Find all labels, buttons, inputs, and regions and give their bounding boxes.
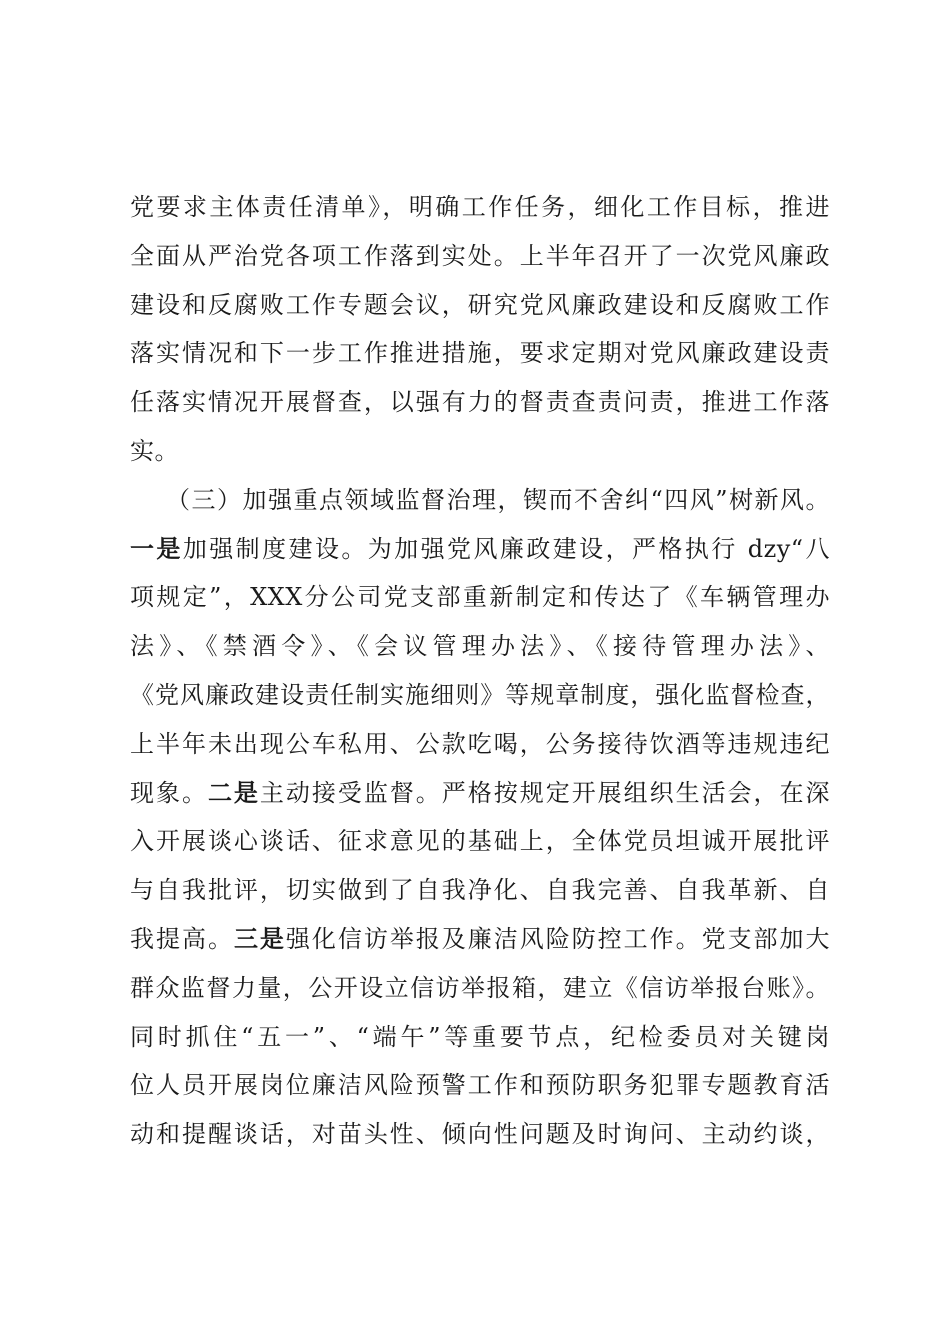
text-span: 主动接受监督。严格按规定开展组织生活会，在深	[259, 778, 830, 807]
text-span: 建设和反腐败工作专题会议，研究党风廉政建设和反腐败工作	[130, 290, 830, 319]
text-line	[130, 720, 830, 769]
text-span: 现象。	[130, 778, 208, 807]
text-line	[130, 622, 830, 671]
text-line	[130, 183, 830, 232]
text-line	[130, 378, 830, 427]
text-span: 同时抓住“五一”、“端午”等重要节点，纪检委员对关键岗	[130, 1022, 830, 1051]
text-span: 法》、《禁酒令》、《会议管理办法》、《接待管理办法》、	[130, 632, 830, 661]
text-line	[130, 1110, 830, 1159]
text-line	[130, 1013, 830, 1062]
text-span: 实。	[130, 436, 179, 465]
text-line	[130, 1061, 830, 1110]
text-span: 《党风廉政建设责任制实施细则》等规章制度，强化监督检查，	[130, 680, 830, 709]
section-heading: （三）加强重点领域监督治理，锲而不舍纠“四风”树新风。	[165, 485, 830, 514]
point-marker: 一是	[130, 533, 183, 563]
text-line	[130, 769, 830, 818]
body-text	[130, 183, 830, 1159]
text-line	[130, 915, 830, 964]
text-span: 与自我批评，切实做到了自我净化、自我完善、自我革新、自	[130, 876, 830, 905]
text-span: 任落实情况开展督查，以强有力的督责查责问责，推进工作落	[130, 388, 830, 417]
text-span: 入开展谈心谈话、征求意见的基础上，全体党员坦诚开展批评	[130, 827, 830, 856]
text-span: 动和提醒谈话，对苗头性、倾向性问题及时询问、主动约谈，	[130, 1120, 830, 1149]
text-span: 党要求主体责任清单》，明确工作任务，细化工作目标，推进	[130, 193, 830, 221]
text-span: 位人员开展岗位廉洁风险预警工作和预防职务犯罪专题教育活	[130, 1071, 830, 1100]
text-line	[130, 329, 830, 378]
text-span: 项规定”，XXX分公司党支部重新制定和传达了《车辆管理办	[130, 583, 830, 612]
text-span: 上半年未出现公车私用、公款吃喝，公务接待饮酒等违规违纪	[130, 729, 830, 758]
section-heading-line	[130, 476, 830, 525]
text-span: 群众监督力量，公开设立信访举报箱，建立《信访举报台账》。	[130, 973, 830, 1002]
text-line	[130, 964, 830, 1013]
text-line	[130, 573, 830, 622]
text-line	[130, 525, 830, 574]
point-marker: 三是	[233, 923, 286, 953]
text-span: 加强制度建设。为加强党风廉政建设，严格执行 dzy“八	[182, 534, 830, 563]
text-line	[130, 427, 830, 476]
text-span: 全面从严治党各项工作落到实处。上半年召开了一次党风廉政	[130, 241, 830, 270]
text-line	[130, 866, 830, 915]
text-line	[130, 281, 830, 330]
text-line	[130, 232, 830, 281]
text-span: 我提高。	[130, 924, 234, 953]
text-span: 强化信访举报及廉洁风险防控工作。党支部加大	[285, 924, 830, 953]
text-line	[130, 671, 830, 720]
text-span: 落实情况和下一步工作推进措施，要求定期对党风廉政建设责	[130, 339, 830, 368]
text-line	[130, 817, 830, 866]
point-marker: 二是	[207, 777, 260, 807]
